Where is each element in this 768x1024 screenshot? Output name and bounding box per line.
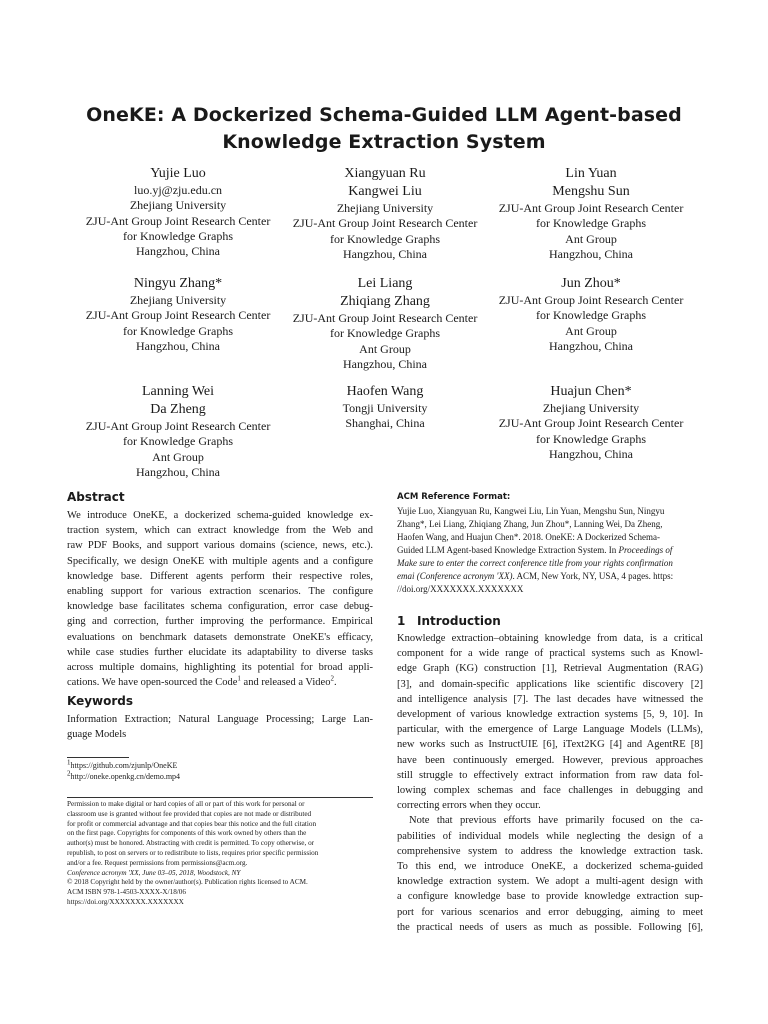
author-block [486,383,696,462]
acm-ref-line: Zhang*, Lei Liang, Zhiqiang Zhang, Jun Zhou*, Lanning Wei, Da Zheng, [397,519,663,529]
intro-line: component for a wide range of practical systems such as Knowl- [397,648,703,660]
author-block [73,275,283,354]
section-number: 1 [397,614,406,628]
author-name: Ningyu Zhang* [133,276,223,291]
author-block [486,165,696,262]
intro-line: still struggle to effectively extract information from raw data fol- [397,769,703,781]
author-block [280,275,490,372]
intro-line: the practical needs of users as much as possible. Following [6], [397,921,703,933]
acm-ref-fragment: emai (Conference acronym 'XX) [397,571,513,581]
abstract-text-fragment: and released a Video [240,677,331,689]
acm-reference-text [397,505,703,596]
isbn-line: ACM ISBN 978-1-4503-XXXX-X/18/06 [67,888,186,897]
author-location: Hangzhou, China [549,338,633,353]
introduction-section [397,614,703,935]
keywords-section [67,694,373,742]
author-name: Da Zheng [150,402,206,417]
intro-paragraph-2 [397,813,703,935]
author-affiliation: ZJU-Ant Group Joint Research Center [498,201,684,215]
footnote-mark: 2 [67,769,71,778]
footnote-mark: 1 [237,674,241,683]
author-name: Haofen Wang [346,384,424,399]
author-name: Kangwei Liu [348,184,422,199]
author-location: Hangzhou, China [136,464,220,479]
intro-line: Note that previous efforts have primarily focused on the ca- [409,815,703,827]
author-affiliation: for Knowledge Graphs [536,216,646,231]
abstract-line: traction system, which can extract knowledge from the Web and [67,525,373,537]
footnote-divider [67,757,129,758]
author-affiliation: ZJU-Ant Group Joint Research Center [292,216,478,231]
author-block [73,165,283,259]
author-affiliation: Zhejiang University [129,198,227,213]
author-block [73,383,283,480]
keywords-text [67,712,373,742]
permission-line: on the first page. Copyrights for components of this work owned by others than the [67,829,307,838]
permission-line: for profit or commercial advantage and that copies bear this notice and the full citation [67,819,317,828]
title-line-2: Knowledge Extraction System [222,131,546,153]
acm-reference-heading: ACM Reference Format: [397,492,511,502]
footnote-link-code[interactable]: https://github.com/zjunlp/OneKE [70,761,178,770]
intro-line: To this end, we introduce OneKE, a dockerized schema-guided [397,861,703,873]
author-name: Lei Liang [357,276,413,291]
author-affiliation: Zhejiang University [336,201,434,215]
acm-ref-line: Haofen Wang, and Huajun Chen*. 2018. OneKE: A Dockerized Schema- [397,532,661,542]
author-affiliation: ZJU-Ant Group Joint Research Center [85,213,271,228]
acm-ref-doi-link[interactable]: //doi.org/XXXXXXX.XXXXXXX [397,584,524,594]
author-location: Hangzhou, China [136,244,220,259]
author-location: Hangzhou, China [343,246,427,261]
author-location: Hangzhou, China [136,338,220,353]
author-affiliation: Ant Group [359,341,411,356]
intro-line: development of various knowledge extraction systems [5, 9, 10]. In [397,709,703,721]
permission-divider [67,797,373,798]
acm-ref-line [397,544,703,557]
author-location: Shanghai, China [345,416,425,431]
author-block [280,165,490,262]
author-name: Jun Zhou* [561,276,621,291]
permission-line: classroom use is granted without fee provided that copies are not made or distributed [67,809,312,818]
abstract-line: Specifically, we design OneKE with multiple agents and a configure [67,555,373,567]
intro-line: port for various scenarios and error debugging, aiming to meet [397,906,703,918]
acm-ref-fragment: Proceedings of [618,545,673,555]
author-name: Yujie Luo [150,166,206,181]
intro-line: knowledge extraction system. We adopt a multi-agent design with [397,876,703,888]
footnotes [67,760,373,782]
abstract-text-fragment: cations. We have open-sourced the Code [67,677,238,689]
acm-ref-line: Make sure to enter the correct conference title from your rights confirmation [397,558,673,568]
author-name: Huajun Chen* [550,384,632,399]
permission-line: Permission to make digital or hard copies of all or part of this work for personal or [67,800,305,808]
author-affiliation: ZJU-Ant Group Joint Research Center [85,308,271,323]
intro-line: comprehensive system to address the knowledge extraction task. [397,845,703,857]
author-affiliation: Zhejiang University [542,401,640,415]
intro-line: have been continuously emerged. However, previous approaches [397,754,703,766]
intro-line: lowing complex schemas and face challenges in debugging and [397,785,703,797]
author-affiliation: ZJU-Ant Group Joint Research Center [498,293,684,307]
author-name: Zhiqiang Zhang [340,294,430,309]
footnote-mark: 1 [67,758,71,767]
intro-line: new works such as InstructUIE [6], iText2KG [4] and AgentRE [8] [397,739,703,751]
abstract-last-line [67,675,373,690]
footnote-link-video[interactable]: http://oneke.openkg.cn/demo.mp4 [70,772,181,781]
author-email: luo.yj@zju.edu.cn [133,183,223,197]
intro-line: Knowledge extraction–obtaining knowledge from data, is a critical [397,633,703,644]
conference-line: Conference acronym 'XX, June 03–05, 2018, Woodstock, NY [67,868,241,877]
author-affiliation: for Knowledge Graphs [330,231,440,246]
author-affiliation: ZJU-Ant Group Joint Research Center [292,311,478,325]
intro-line: a configure knowledge base to provide knowledge extraction sup- [397,891,703,903]
abstract-text [67,508,373,690]
author-affiliation: Ant Group [152,449,204,464]
intro-paragraph-1 [397,631,703,813]
author-affiliation: for Knowledge Graphs [123,323,233,338]
author-affiliation: for Knowledge Graphs [536,308,646,323]
author-name: Lanning Wei [141,384,215,399]
intro-line: particular, with the emergence of Large Language Models (LLMs), [397,724,703,736]
author-location: Hangzhou, China [549,246,633,261]
author-block [280,383,490,432]
abstract-heading: Abstract [67,490,125,504]
abstract-line: evaluations on benchmark datasets demonstrate OneKE's efficacy, [67,631,373,643]
permission-line: author(s) must be honored. Abstracting with credit is permitted. To copy otherwise, or [67,839,315,848]
author-affiliation: Zhejiang University [129,293,227,307]
intro-line: correcting errors when they occur. [397,800,541,812]
footnote-2 [67,771,373,782]
acm-ref-line: Yujie Luo, Xiangyuan Ru, Kangwei Liu, Lin Yuan, Mengshu Sun, Ningyu [397,506,665,516]
author-affiliation: ZJU-Ant Group Joint Research Center [85,419,271,433]
abstract-section [67,490,373,690]
author-location: Hangzhou, China [549,446,633,461]
author-block [486,275,696,354]
abstract-line: while case studies further elucidate its adaptability to diverse tasks [67,646,373,658]
paper-title [60,102,708,156]
author-location: Hangzhou, China [343,356,427,371]
abstract-line: across multiple domains, highlighting its potential for broad appli- [67,662,373,674]
footnote-1 [67,760,373,771]
permission-line: and/or a fee. Request permissions from permissions@acm.org. [67,858,248,867]
acm-reference-section [397,492,703,596]
abstract-line: knowledge base facilitates schema configuration, error case debug- [67,601,373,613]
introduction-heading [397,614,703,628]
author-affiliation: for Knowledge Graphs [330,326,440,341]
acm-ref-fragment: Guided LLM Agent-based Knowledge Extraction System. In [397,545,619,555]
author-affiliation: for Knowledge Graphs [123,434,233,449]
permission-line: republish, to post on servers or to redistribute to lists, requires prior specific permission [67,848,319,857]
author-affiliation: Ant Group [565,323,617,338]
author-name: Mengshu Sun [552,184,630,199]
keywords-line: Information Extraction; Natural Language Processing; Large Lan- [67,714,373,725]
abstract-text-fragment: . [333,677,337,689]
section-title: Introduction [417,614,501,628]
title-line-1: OneKE: A Dockerized Schema-Guided LLM Agent-based [86,104,682,126]
copyright-line: © 2018 Copyright held by the owner/author(s). Publication rights licensed to ACM. [67,878,308,887]
intro-line: and intelligence analysis [7]. The last decades have witnessed the [397,693,703,705]
intro-line: pabilities of individual models while neglecting the design of a [397,830,703,842]
acm-ref-line [397,570,703,583]
abstract-line: We introduce OneKE, a dockerized schema-guided knowledge ex- [67,510,373,521]
author-affiliation: Tongji University [342,401,428,415]
author-affiliation: Ant Group [565,231,617,246]
keywords-heading: Keywords [67,694,134,708]
doi-line: https://doi.org/XXXXXXX.XXXXXXX [67,897,184,906]
abstract-line: enabling support for various extraction scenarios. The configure [67,586,373,598]
acm-ref-fragment: . ACM, New York, NY, USA, 4 pages. https: [512,571,674,581]
abstract-line: raw PDF Books, and support various domains (science, news, etc.). [67,540,373,552]
intro-line: [3], and domain-specific applications like scientific discovery [2] [397,678,703,690]
permission-notice [67,800,373,908]
abstract-line: knowledge base. Different agents perform their respective roles, [67,570,373,582]
author-affiliation: for Knowledge Graphs [536,431,646,446]
footnote-mark: 2 [330,674,334,683]
author-affiliation: for Knowledge Graphs [123,228,233,243]
author-affiliation: ZJU-Ant Group Joint Research Center [498,416,684,431]
abstract-line: ging and correction, further improving the performance. Empirical [67,616,373,628]
intro-line: edge Graph (KG) construction [1], Retrieval Augmentation (RAG) [397,663,703,675]
author-name: Lin Yuan [565,166,617,181]
author-name: Xiangyuan Ru [344,166,426,181]
keywords-line: guage Models [67,729,127,741]
